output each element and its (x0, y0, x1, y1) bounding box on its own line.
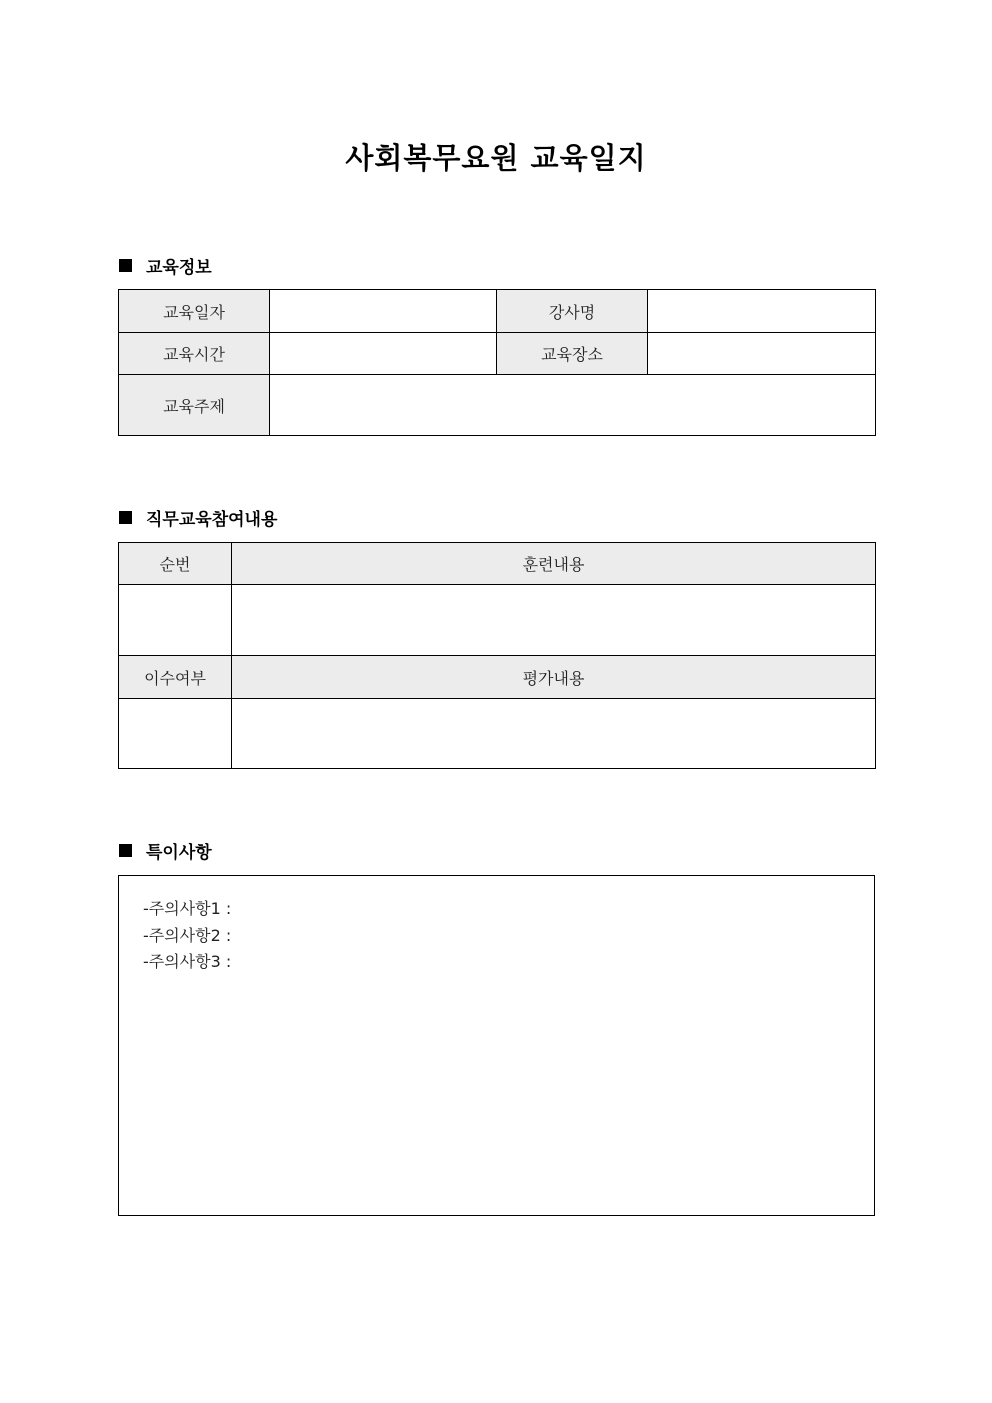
place-label: 교육장소 (497, 333, 648, 375)
training-table (118, 542, 876, 769)
note-item: -주의사항1 : (143, 899, 232, 918)
training-content-label: 훈련내용 (232, 543, 876, 585)
section-heading-training (119, 505, 277, 530)
table-row (119, 375, 876, 436)
education-info-table (118, 289, 876, 436)
note-item: -주의사항2 : (143, 925, 232, 945)
completion-label: 이수여부 (119, 656, 232, 699)
time-label: 교육시간 (119, 333, 270, 375)
section-heading-label: 특이사항 (146, 843, 212, 863)
table-row (119, 543, 876, 585)
table-row (119, 290, 876, 333)
table-row (119, 333, 876, 375)
seq-label: 순번 (119, 543, 232, 585)
instructor-label: 강사명 (497, 290, 648, 333)
topic-label: 교육주제 (119, 375, 270, 436)
notes-list (143, 896, 231, 976)
table-row (119, 585, 876, 656)
evaluation-field[interactable] (232, 699, 876, 769)
topic-field[interactable] (270, 375, 876, 436)
table-row (119, 699, 876, 769)
page-title: 사회복무요원 교육일지 (345, 141, 647, 175)
section-heading-education-info (119, 253, 212, 278)
section-heading-notes (119, 838, 212, 863)
table-row (119, 656, 876, 699)
instructor-field[interactable] (648, 290, 876, 333)
completion-field[interactable] (119, 699, 232, 769)
time-field[interactable] (270, 333, 497, 375)
square-bullet-icon (119, 844, 132, 857)
square-bullet-icon (119, 511, 132, 524)
date-field[interactable] (270, 290, 497, 333)
training-content-field[interactable] (232, 585, 876, 656)
seq-field[interactable] (119, 585, 232, 656)
section-heading-label: 직무교육참여내용 (146, 510, 278, 530)
section-heading-label: 교육정보 (146, 258, 212, 278)
date-label: 교육일자 (119, 290, 270, 333)
notes-box[interactable] (118, 875, 875, 1216)
square-bullet-icon (119, 259, 132, 272)
place-field[interactable] (648, 333, 876, 375)
evaluation-label: 평가내용 (232, 656, 876, 699)
note-item: -주의사항3 : (143, 952, 232, 971)
